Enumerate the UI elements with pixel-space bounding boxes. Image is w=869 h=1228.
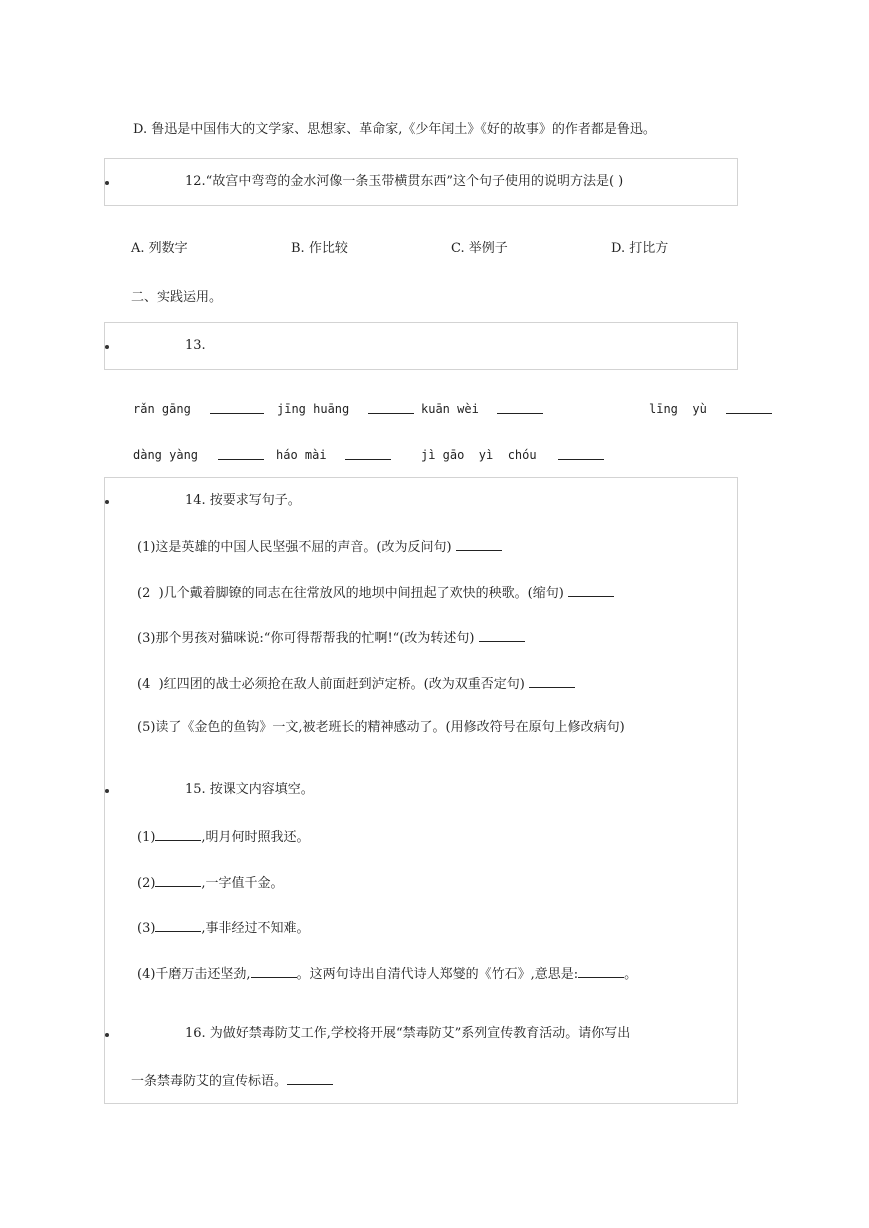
q15-item-2: (2) ,一字值千金。	[137, 876, 284, 891]
q15-item-1: (1) ,明月何时照我还。	[137, 830, 310, 845]
answer-blank[interactable]	[155, 828, 201, 841]
answer-blank[interactable]	[368, 401, 414, 414]
question-12-stem: 12.“故宫中弯弯的金水河像一条玉带横贯东西”这个句子使用的说明方法是( )	[185, 174, 624, 189]
q14-item-5: (5)读了《金色的鱼钩》一文,被老班长的精神感动了。(用修改符号在原句上修改病句)	[137, 720, 625, 735]
answer-blank[interactable]	[218, 447, 264, 460]
pinyin-kuan-wei: kuān wèi	[421, 402, 479, 416]
question-14-stem: 14. 按要求写句子。	[185, 493, 301, 508]
answer-blank[interactable]	[479, 629, 525, 642]
q12-option-a: A. 列数字	[131, 241, 188, 256]
answer-blank[interactable]	[155, 874, 201, 887]
question-16-line1: 16. 为做好禁毒防艾工作,学校将开展“禁毒防艾”系列宣传教育活动。请你写出	[185, 1026, 631, 1041]
answer-blank[interactable]	[529, 675, 575, 688]
answer-blank[interactable]	[726, 401, 772, 414]
question-15-stem: 15. 按课文内容填空。	[185, 782, 314, 797]
answer-blank[interactable]	[456, 538, 502, 551]
question-13-number: 13.	[185, 338, 206, 353]
q12-option-d: D. 打比方	[611, 241, 669, 256]
q15-item-4: (4)千磨万击还坚劲, 。这两句诗出自清代诗人郑燮的《竹石》,意思是: 。	[137, 967, 638, 982]
q15-item-3: (3) ,事非经过不知难。	[137, 921, 310, 936]
q14-item-4: (4 )红四团的战士必须抢在敌人前面赶到泸定桥。(改为双重否定句)	[137, 675, 575, 693]
q14-item-1: (1)这是英雄的中国人民坚强不屈的声音。(改为反问句)	[137, 538, 502, 556]
bullet-icon	[105, 789, 109, 793]
answer-blank[interactable]	[155, 919, 201, 932]
answer-blank[interactable]	[578, 965, 624, 978]
pinyin-ran-gang: rǎn gāng	[133, 402, 191, 416]
answer-blank[interactable]	[210, 401, 264, 414]
q14-item-3: (3)那个男孩对猫咪说:“你可得帮帮我的忙啊!“(改为转述句)	[137, 629, 525, 647]
q11-option-d: D. 鲁迅是中国伟大的文学家、思想家、革命家,《少年闰土》《好的故事》的作者都是鲁迅。	[133, 122, 656, 137]
bullet-icon	[105, 500, 109, 504]
question-16-line2: 一条禁毒防艾的宣传标语。	[131, 1072, 333, 1090]
pinyin-dang-yang: dàng yàng	[133, 448, 199, 462]
answer-blank[interactable]	[558, 447, 604, 460]
q14-item-2: (2 )几个戴着脚镣的同志在往常放风的地坝中间扭起了欢快的秧歌。(缩句)	[137, 584, 614, 602]
answer-blank[interactable]	[568, 584, 614, 597]
q12-option-c: C. 举例子	[451, 241, 508, 256]
pinyin-ji-gao-yi-chou: jì gāo yì chóu	[421, 448, 537, 462]
bullet-icon	[105, 1033, 109, 1037]
pinyin-jing-huang: jīng huāng	[277, 402, 350, 416]
bullet-icon	[105, 345, 109, 349]
answer-blank[interactable]	[287, 1072, 333, 1085]
bullet-icon	[105, 181, 109, 185]
pinyin-hao-mai: háo mài	[276, 448, 327, 462]
answer-blank[interactable]	[251, 965, 297, 978]
pinyin-ling-yu: līng yù	[649, 402, 707, 416]
answer-blank[interactable]	[345, 447, 391, 460]
section-2-title: 二、实践运用。	[131, 290, 223, 305]
q12-option-b: B. 作比较	[291, 241, 348, 256]
answer-blank[interactable]	[497, 401, 543, 414]
